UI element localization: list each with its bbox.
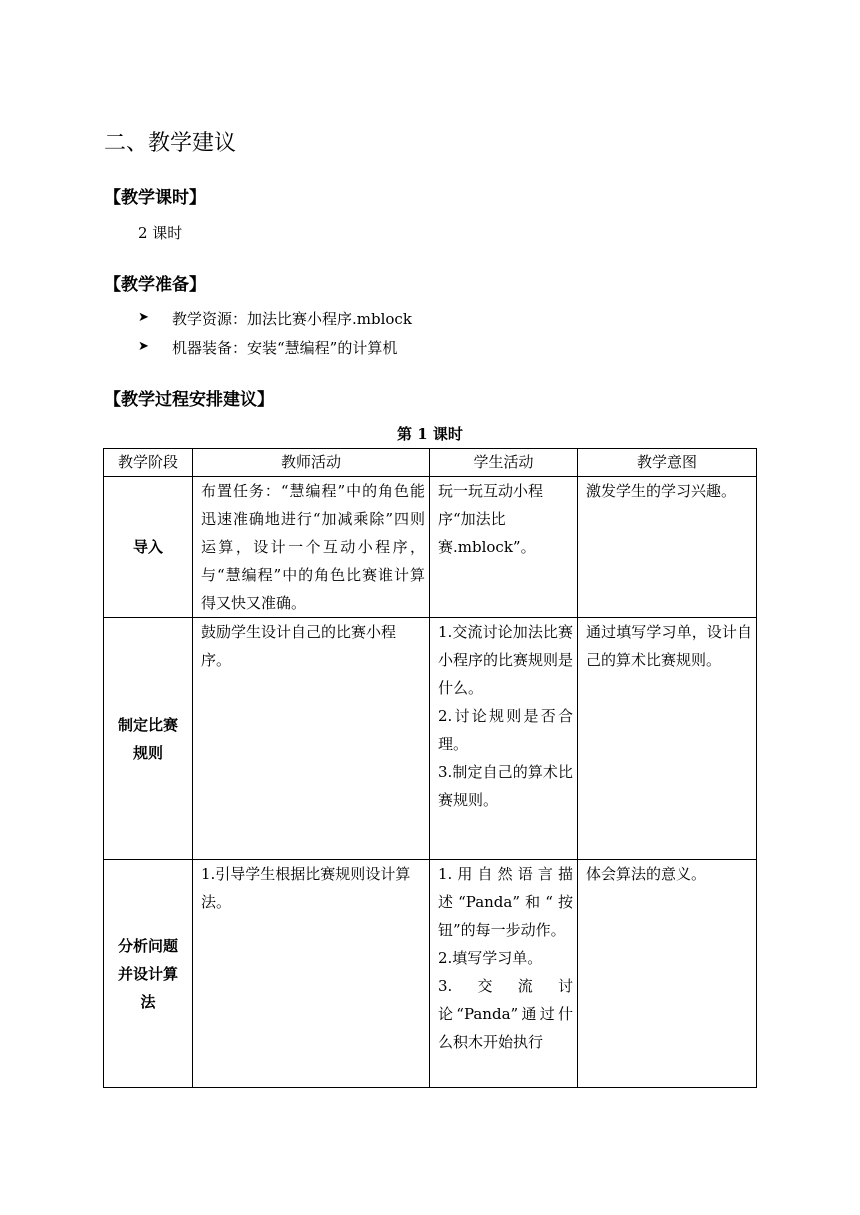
header-teacher: 教师活动 <box>193 449 430 477</box>
intent-cell: 激发学生的学习兴趣。 <box>578 477 757 618</box>
stage-cell <box>104 618 193 860</box>
teacher-activity-cell: 1.引导学生根据比赛规则设计算法。 <box>193 860 430 1088</box>
student-activity-item: 1.交流讨论加法比赛小程序的比赛规则是什么。 <box>438 623 574 697</box>
student-activity-cell <box>430 860 578 1088</box>
table-caption: 第 1 课时 <box>397 425 463 443</box>
page-heading: 二、教学建议 <box>104 131 237 156</box>
stage-cell: 导入 <box>104 477 193 618</box>
header-intent: 教学意图 <box>578 449 757 477</box>
hours-value: 2 课时 <box>138 224 183 242</box>
table-row <box>104 477 757 618</box>
student-activity-item: 1.用自然语言描述“Panda”和“按钮”的每一步动作。 <box>438 865 573 939</box>
arrow-bullet-icon: ➤ <box>138 339 149 354</box>
prep-item: 机器装备：安装“慧编程”的计算机 <box>172 339 398 357</box>
arrow-bullet-icon: ➤ <box>138 310 149 325</box>
stage-cell <box>104 860 193 1088</box>
student-activity-item: 2.填写学习单。 <box>438 949 543 967</box>
stage-label: 制定比赛规则 <box>117 715 178 762</box>
prep-section-title: 【教学准备】 <box>104 275 206 295</box>
table-row <box>104 860 757 1088</box>
lesson-plan-table <box>103 448 757 1088</box>
process-section-title: 【教学过程安排建议】 <box>104 390 274 410</box>
intent-cell: 通过填写学习单，设计自己的算术比赛规则。 <box>578 618 757 860</box>
prep-item: 教学资源：加法比赛小程序.mblock <box>172 310 412 328</box>
teacher-activity-cell: 鼓励学生设计自己的比赛小程序。 <box>193 618 430 860</box>
header-stage: 教学阶段 <box>104 449 193 477</box>
student-activity-item: 2.讨论规则是否合理。 <box>438 707 573 753</box>
table-row <box>104 618 757 860</box>
header-student: 学生活动 <box>430 449 578 477</box>
intent-cell: 体会算法的意义。 <box>578 860 757 1088</box>
student-activity-cell: 玩一玩互动小程序“加法比赛.mblock”。 <box>430 477 578 618</box>
student-activity-item: 3.交流讨论“Panda”通过什么积木开始执行 <box>438 977 573 1051</box>
teacher-activity-cell: 布置任务：“慧编程”中的角色能迅速准确地进行“加减乘除”四则运算，设计一个互动小程序，与“慧编程”中的角色比赛谁计算得又快又准确。 <box>193 477 430 618</box>
stage-label: 分析问题并设计算法 <box>117 936 178 1011</box>
hours-section-title: 【教学课时】 <box>104 188 206 208</box>
student-activity-cell <box>430 618 578 860</box>
table-header-row <box>104 449 757 477</box>
student-activity-item: 3.制定自己的算术比赛规则。 <box>438 763 573 809</box>
